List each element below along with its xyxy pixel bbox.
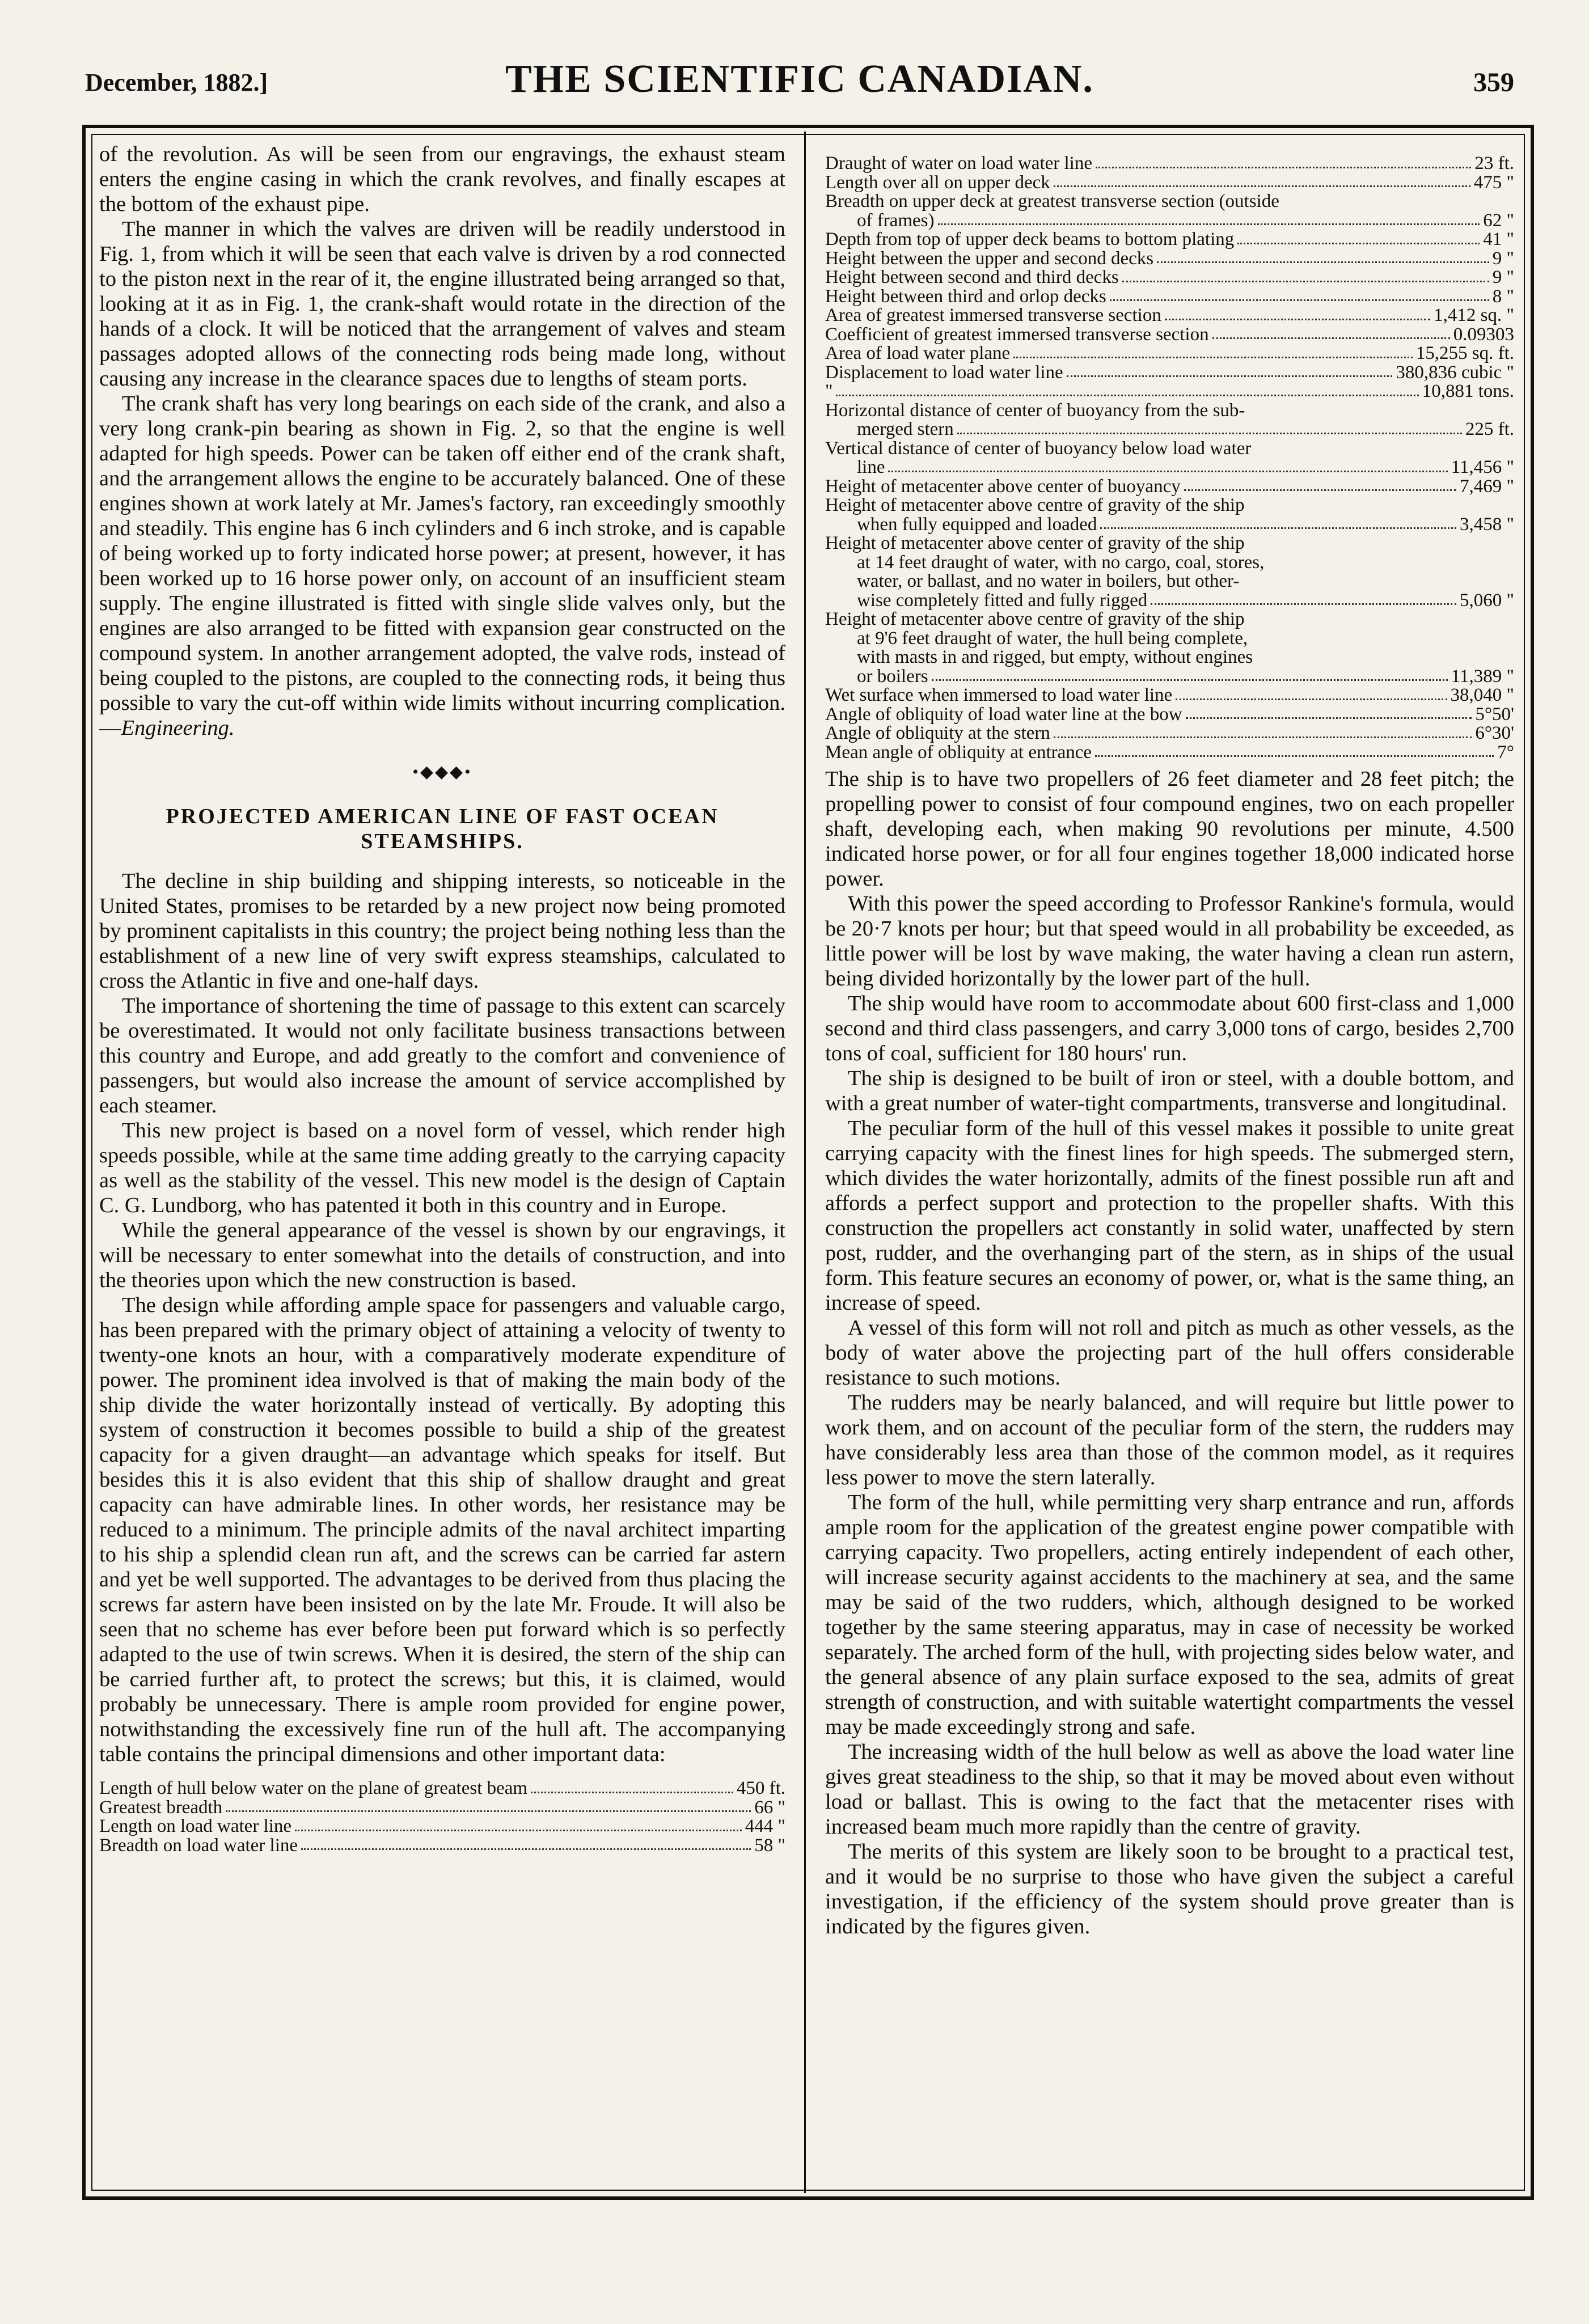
paragraph: With this power the speed according to Professor Rankine's formula, would be 20·7 knots per hour; but that speed would in all probability be exceeded, as little power will be lost by wave making, the water having a clean run astern, being divided horizontally by the lower part of the hull. xyxy=(825,892,1514,990)
dimension-row xyxy=(825,477,1514,497)
dimension-row xyxy=(825,743,1514,763)
page-number: 359 xyxy=(1473,67,1514,98)
dimension-label: Wet surface when immersed to load water line xyxy=(825,685,1173,705)
dot-leader xyxy=(1165,319,1430,320)
dimension-label-continued: at 14 feet draught of water, with no cargo, coal, stores, xyxy=(857,552,1265,573)
dimension-label: Depth from top of upper deck beams to bottom plating xyxy=(825,229,1235,249)
dimension-value: 1,412 sq. " xyxy=(1434,305,1514,325)
paragraph: The decline in ship building and shipping interests, so noticeable in the United States, promises to be retarded by a new project now being promoted by prominent capitalists in this country; the project being nothing less than the establishment of a new line of very swift express steamships, calculated to cross the Atlantic in five and one-half days. xyxy=(99,869,785,993)
dimension-label: Displacement to load water line xyxy=(825,362,1063,383)
dimensions-table-part-1 xyxy=(99,1779,785,1855)
paragraph: The manner in which the valves are driven will be readily understood in Fig. 1, from which it will be seen that each valve is driven by a rod connected to the piston next in the rear of it, the engine illustrated being arranged so that, looking at it as in Fig. 1, the crank-shaft would rotate in the direction of the hands of a clock. It will be noticed that the arrangement of valves and steam passages adopted allows of the connecting rods being made long, without causing any increase in the clearance spaces due to lengths of steam ports. xyxy=(99,217,785,391)
dimension-row xyxy=(825,268,1514,287)
dot-leader xyxy=(1100,527,1456,529)
dimension-label-continued: with masts in and rigged, but empty, without engines xyxy=(857,647,1253,667)
dimension-row xyxy=(825,591,1514,611)
source-credit: Engineering. xyxy=(121,716,235,740)
dimension-row xyxy=(825,515,1514,535)
dimension-entry xyxy=(825,496,1514,534)
dimension-label: Vertical distance of center of buoyancy below load water xyxy=(825,438,1252,459)
dimension-entry xyxy=(825,306,1514,325)
paragraph: The peculiar form of the hull of this vessel makes it possible to unite great carrying capacity with the finest lines for high speeds. The submerged stern, which divides the water horizontally, admits of the finest possible run aft and affords a perfect support and protection to the propeller shafts. With this construction the propellers act constantly in solid water, unaffected by stern post, rudder, and the overhanging part of the stern, as in ships of the usual form. This feature secures an economy of power, or, what is the same thing, an increase of speed. xyxy=(825,1116,1514,1315)
dimension-label: Breadth on upper deck at greatest transverse section (outside xyxy=(825,191,1279,211)
engine-article-continuation xyxy=(99,142,785,740)
dimension-label: Length of hull below water on the plane of greatest beam xyxy=(99,1778,528,1798)
dot-leader xyxy=(1095,755,1494,757)
dot-leader xyxy=(1067,375,1393,377)
dimension-entry xyxy=(825,249,1514,269)
dot-leader xyxy=(1054,736,1472,738)
paragraph: The increasing width of the hull below as well as above the load water line gives great steadiness to the ship, so that it may be moved about even without load or ballast. This is owing to the fact that the metacenter rises with increased beam much more rapidly than the centre of gravity. xyxy=(825,1740,1514,1839)
dimension-entry xyxy=(825,724,1514,743)
dimension-label: Height between the upper and second decks xyxy=(825,248,1154,269)
dimension-label: Height of metacenter above center of buoyancy xyxy=(825,476,1181,497)
dimension-row xyxy=(825,458,1514,477)
dimension-row xyxy=(825,724,1514,743)
dimension-value: 58 " xyxy=(754,1835,785,1856)
dot-leader xyxy=(301,1848,751,1850)
dimension-row xyxy=(825,344,1514,363)
dot-leader xyxy=(836,395,1418,396)
paragraph: The ship is to have two propellers of 26 feet diameter and 28 feet pitch; the propelling power to consist of four compound engines, two on each propeller shaft, developing each, when making 90 revolutions per minute, 4.500 indicated horse power, or for all four engines together 18,000 indicated horse power. xyxy=(825,767,1514,891)
dimension-row xyxy=(825,420,1514,439)
dimension-value: 5,060 " xyxy=(1460,590,1514,611)
dimension-entry xyxy=(825,743,1514,763)
dimension-label-end: or boilers xyxy=(857,666,928,687)
journal-title: THE SCIENTIFIC CANADIAN. xyxy=(505,57,1094,101)
right-column xyxy=(825,142,1514,2177)
article-title: PROJECTED AMERICAN LINE OF FAST OCEAN STEAMSHIPS. xyxy=(166,805,719,853)
dimension-row xyxy=(825,325,1514,345)
dimension-row xyxy=(825,363,1514,383)
paragraph: A vessel of this form will not roll and pitch as much as other vessels, as the body of water above the projecting part of the hull offers considerable resistance to such motions. xyxy=(825,1316,1514,1390)
dot-leader xyxy=(1237,243,1480,244)
dimension-value: 7,469 " xyxy=(1460,476,1514,497)
dimension-label: Length on load water line xyxy=(99,1816,292,1836)
dimension-label: Horizontal distance of center of buoyancy from the sub- xyxy=(825,400,1245,421)
dimension-entry xyxy=(825,268,1514,287)
dimension-value: 41 " xyxy=(1483,229,1514,249)
dimension-value: 5°50' xyxy=(1475,704,1514,725)
dimension-label: " xyxy=(825,381,833,401)
dimension-label: Area of greatest immersed transverse section xyxy=(825,305,1161,325)
dimension-value: 444 " xyxy=(745,1816,785,1836)
dimension-value: 9 " xyxy=(1492,248,1514,269)
dimension-entry xyxy=(99,1779,785,1798)
dimension-value: 15,255 sq. ft. xyxy=(1415,343,1514,363)
dimension-entry xyxy=(825,344,1514,363)
dimension-row xyxy=(825,287,1514,307)
dimension-entry xyxy=(825,610,1514,686)
dimension-value: 3,458 " xyxy=(1460,514,1514,535)
dimension-value: 11,389 " xyxy=(1451,666,1514,687)
dimension-row xyxy=(825,230,1514,249)
dimension-row xyxy=(825,686,1514,705)
dimension-label: Draught of water on load water line xyxy=(825,153,1092,173)
dimension-value: 23 ft. xyxy=(1474,153,1514,173)
dimension-value: 10,881 tons. xyxy=(1422,381,1514,401)
page-header xyxy=(85,57,1514,108)
dimension-row xyxy=(825,211,1514,231)
dimension-label: Height between third and orlop decks xyxy=(825,286,1106,307)
dimension-label: Coefficient of greatest immersed transverse section xyxy=(825,324,1209,345)
paragraph: The form of the hull, while permitting very sharp entrance and run, affords ample room for the application of the greatest engine power compatible with carrying capacity. Two propellers, acting entirely independent of each other, will increase security against accidents to the machinery at sea, and the same may be said of the two rudders, which, although designed to be worked together by the same steering apparatus, may in case of necessity be worked separately. The arched form of the hull, with projecting sides below water, and the general absence of any plain surface exposed to the sea, admits of great strength of construction, and with suitable watertight compartments the vessel may be made exceedingly strong and safe. xyxy=(825,1491,1514,1739)
dimension-value: 6°30' xyxy=(1475,723,1514,743)
dimension-row xyxy=(825,705,1514,725)
dimension-value: 225 ft. xyxy=(1465,419,1514,439)
paragraph: While the general appearance of the vessel is shown by our engravings, it will be necessary to enter somewhat into the details of construction, and into the theories upon which the new construction is based. xyxy=(99,1218,785,1292)
dot-leader xyxy=(1122,281,1489,282)
dimension-entry xyxy=(825,477,1514,497)
dimension-label: Area of load water plane xyxy=(825,343,1011,363)
dimension-label-end: wise completely fitted and fully rigged xyxy=(857,590,1148,611)
dimension-row xyxy=(825,173,1514,193)
dimension-label: Breadth on load water line xyxy=(99,1835,298,1856)
dot-leader xyxy=(1096,167,1471,168)
dimension-label: Mean angle of obliquity at entrance xyxy=(825,742,1092,763)
dimension-entry xyxy=(825,439,1514,477)
paragraph: This new project is based on a novel form of vessel, which render high speeds possible, while at the same time adding greatly to the carrying capacity as well as the stability of the vessel. This new model is the design of Captain C. G. Lundborg, who has patented it both in this country and in Europe. xyxy=(99,1119,785,1217)
dimension-value: 66 " xyxy=(754,1797,785,1818)
dimension-entry xyxy=(825,230,1514,249)
dimension-row xyxy=(99,1798,785,1818)
dimension-entry xyxy=(825,154,1514,173)
left-column xyxy=(99,142,785,2177)
dimension-row xyxy=(99,1779,785,1798)
dimension-entry xyxy=(825,686,1514,705)
dot-leader xyxy=(932,679,1448,681)
dimension-value: 38,040 " xyxy=(1450,685,1514,705)
dimension-value: 8 " xyxy=(1492,286,1514,307)
dimension-value: 7° xyxy=(1497,742,1514,763)
dimension-entry xyxy=(825,705,1514,725)
paragraph: The crank shaft has very long bearings on each side of the crank, and also a very long crank-pin bearing as shown in Fig. 2, so that the engine is well adapted for high speeds. Power can be taken off either end of the crank shaft, and the arrangement allows the engine to be accurately balanced. One of these engines shown at work lately at Mr. James's factory, ran exceedingly smoothly and steadily. This engine has 6 inch cylinders and 6 inch stroke, and is capable of being worked up to forty indicated horse power; at present, however, it has been worked up to 16 horse power only, on account of an insufficient steam supply. The engine illustrated is fitted with single slide valves only, but the engines are also arranged to be fitted with expansion gear constructed on the compound system. In another arrangement adopted, the valve rods, instead of being coupled to the pistons, are coupled to the connecting rods, it being thus possible to vary the cut-off within wide limits without incurring complication.—Engineering. xyxy=(99,392,785,740)
dimension-value: 450 ft. xyxy=(736,1778,785,1798)
paragraph: The ship is designed to be built of iron or steel, with a double bottom, and with a great number of water-tight compartments, transverse and longitudinal. xyxy=(825,1066,1514,1115)
dimension-label: Height of metacenter above centre of gravity of the ship xyxy=(825,609,1245,629)
dimension-label-end: when fully equipped and loaded xyxy=(857,514,1097,535)
dimension-label: Angle of obliquity at the stern xyxy=(825,723,1050,743)
dimension-value: 380,836 cubic " xyxy=(1396,362,1514,383)
dimension-entry xyxy=(825,173,1514,193)
paragraph: The merits of this system are likely soon to be brought to a practical test, and it would be no surprise to those who have given the subject a careful investigation, if the efficiency of the system should prove greater than is indicated by the figures given. xyxy=(825,1840,1514,1938)
dimension-value: 62 " xyxy=(1483,210,1514,231)
dimension-row xyxy=(825,667,1514,687)
dot-leader xyxy=(226,1810,751,1812)
dimension-entry xyxy=(99,1798,785,1818)
dot-leader xyxy=(957,433,1462,434)
issue-date: December, 1882.] xyxy=(85,69,268,96)
dot-leader xyxy=(1184,489,1456,491)
dimension-label: Height between second and third decks xyxy=(825,267,1119,287)
dot-leader xyxy=(1054,185,1470,187)
dot-leader xyxy=(531,1792,733,1793)
dimension-row xyxy=(825,306,1514,325)
dimension-label-end: merged stern xyxy=(857,419,954,439)
dimension-label-continued: at 9'6 feet draught of water, the hull being complete, xyxy=(857,628,1248,649)
dimension-label: Length over all on upper deck xyxy=(825,172,1050,193)
dot-leader xyxy=(1110,299,1489,301)
dimension-value: 11,456 " xyxy=(1451,457,1514,477)
dot-leader xyxy=(1186,717,1472,719)
dimension-entry xyxy=(825,534,1514,610)
dimension-row xyxy=(825,154,1514,173)
column-rule xyxy=(804,132,806,2193)
dot-leader xyxy=(1151,603,1456,605)
dot-leader xyxy=(295,1830,742,1831)
dot-leader xyxy=(1176,699,1447,700)
dimension-entry xyxy=(825,382,1514,401)
paragraph: The design while affording ample space for passengers and valuable cargo, has been prepared with the primary object of attaining a velocity of twenty to twenty-one knots an hour, with a comparatively moderate expenditure of power. The prominent idea involved is that of making the main body of the ship divide the water horizontally instead of vertically. By adopting this system of construction it becomes possible to build a ship of the greatest capacity for a given draught—an advantage which speaks for itself. But besides this it is also evident that this ship of shallow draught and great capacity can have admirable lines. In other words, her resistance may be reduced to a minimum. The principle admits of the naval architect imparting to his ship a splendid clean run aft, and the screws can be carried far astern and yet be well supported. The advantages to be derived from thus placing the screws far astern have been insisted on by the late Mr. Froude. It will also be seen that no scheme has ever before been put forward which is so perfectly adapted to the use of twin screws. When it is desired, the stern of the ship can be carried further aft, to protect the screws; but this, it is claimed, would probably be unnecessary. There is ample room provided for engine power, notwithstanding the excessively fine run of the hull aft. The accompanying table contains the principal dimensions and other important data: xyxy=(99,1293,785,1766)
paragraph: of the revolution. As will be seen from our engravings, the exhaust steam enters the engine casing in which the crank revolves, and finally escapes at the bottom of the exhaust pipe. xyxy=(99,142,785,216)
paragraph: The importance of shortening the time of passage to this extent can scarcely be overestimated. It would not only facilitate business transactions between this country and Europe, and add greatly to the comfort and convenience of passengers, but would also increase the amount of service accomplished by each steamer. xyxy=(99,994,785,1117)
dimension-row xyxy=(825,249,1514,269)
paragraph: The ship would have room to accommodate about 600 first-class and 1,000 second and third class passengers, and carry 3,000 tons of cargo, besides 2,700 tons of coal, sufficient for 180 hours' run. xyxy=(825,992,1514,1065)
dot-leader xyxy=(1013,357,1413,358)
dimension-entry xyxy=(825,401,1514,439)
dimension-label: Greatest breadth xyxy=(99,1797,223,1818)
dimension-value: 475 " xyxy=(1473,172,1514,193)
dimension-value: 0.09303 xyxy=(1453,324,1514,345)
dimension-entry xyxy=(99,1817,785,1836)
dimension-label-end: line xyxy=(857,457,885,477)
dimension-row xyxy=(99,1817,785,1836)
dimension-entry xyxy=(825,363,1514,383)
dot-leader xyxy=(1212,337,1450,339)
dimension-entry xyxy=(825,192,1514,230)
dot-leader xyxy=(1157,261,1489,263)
dimension-value: 9 " xyxy=(1492,267,1514,287)
dimension-label: Angle of obliquity of load water line at the bow xyxy=(825,704,1182,725)
dimension-entry xyxy=(825,325,1514,345)
section-divider: •◆◆◆• xyxy=(412,763,472,781)
dimension-entry xyxy=(99,1836,785,1856)
article-body-continued xyxy=(825,767,1514,1939)
paragraph: The rudders may be nearly balanced, and will require but little power to work them, and on account of the peculiar form of the stern, the rudders may have considerably less area than those of the common model, as it requires less power to move the stern laterally. xyxy=(825,1391,1514,1489)
dimension-row xyxy=(99,1836,785,1856)
dimension-entry xyxy=(825,287,1514,307)
dimensions-table-part-2 xyxy=(825,154,1514,762)
dimension-label-end: of frames) xyxy=(857,210,935,231)
dot-leader xyxy=(938,223,1480,225)
article-body xyxy=(99,869,785,1767)
dimension-label: Height of metacenter above center of gravity of the ship xyxy=(825,533,1245,553)
dot-leader xyxy=(888,471,1447,472)
dimension-row xyxy=(825,382,1514,401)
dimension-label-continued: water, or ballast, and no water in boilers, but other- xyxy=(857,571,1240,591)
dimension-label: Height of metacenter above centre of gravity of the ship xyxy=(825,495,1245,515)
